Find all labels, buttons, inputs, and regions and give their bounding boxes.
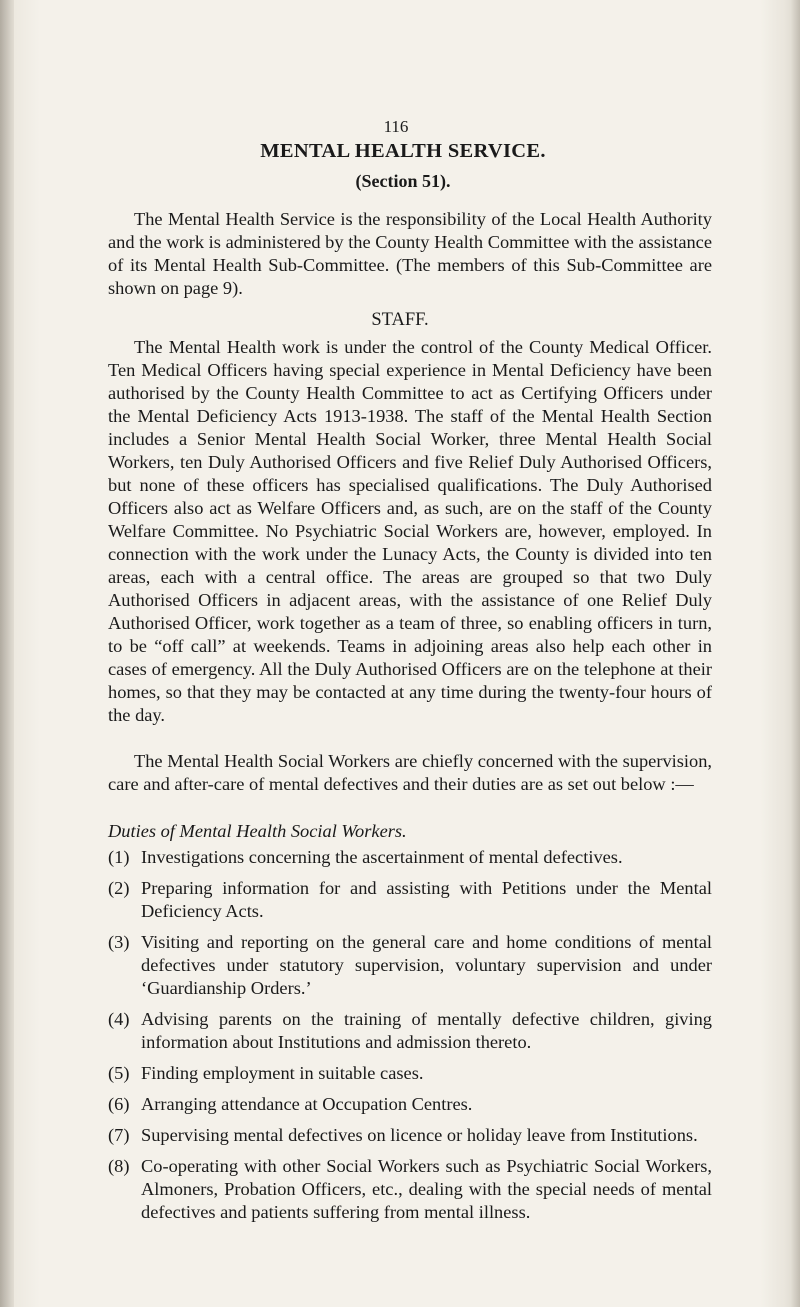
duty-text: Preparing information for and assisting with Petitions under the Mental Deficiency Acts. [141, 878, 712, 921]
duty-number: (1) [108, 847, 130, 867]
duty-number: (3) [108, 932, 130, 952]
duty-item [108, 931, 712, 1000]
duty-text: Co-operating with other Social Workers such as Psychiatric Social Workers, Almoners, Probation Officers, etc., dealing with the special needs of mental defectives and patients suffering from mental illness. [141, 1156, 712, 1222]
duties-list [108, 846, 712, 1232]
social-workers-text: The Mental Health Social Workers are chiefly concerned with the supervision, care and after-care of mental defectives and their duties are as set out below :— [108, 751, 712, 794]
duty-item [108, 1155, 712, 1224]
staff-heading: STAFF. [371, 310, 429, 330]
duty-text: Investigations concerning the ascertainment of mental defectives. [141, 847, 623, 867]
duty-number: (8) [108, 1156, 130, 1176]
duty-item [108, 1008, 712, 1054]
section-subtitle: (Section 51). [355, 171, 451, 191]
duty-number: (2) [108, 878, 130, 898]
page-edge-right [790, 0, 800, 1307]
page-edge-left [0, 0, 14, 1307]
social-workers-paragraph [108, 750, 712, 796]
duty-item [108, 1124, 712, 1147]
duty-text: Finding employment in suitable cases. [141, 1063, 424, 1083]
duty-text: Visiting and reporting on the general care and home conditions of mental defectives under statutory supervision, voluntary supervision and under ‘Guardianship Orders.’ [141, 932, 712, 998]
duty-text: Arranging attendance at Occupation Centres. [141, 1094, 473, 1114]
intro-paragraph [108, 208, 712, 300]
duty-text: Supervising mental defectives on licence or holiday leave from Institutions. [141, 1125, 698, 1145]
duty-item [108, 877, 712, 923]
staff-text: The Mental Health work is under the control of the County Medical Officer. Ten Medical Officers having special experience in Mental Deficiency have been authorised by the County Health Committee to act as Certifying Officers under the Mental Deficiency Acts 1913-1938. The staff of the Mental Health Section includes a Senior Mental Health Social Worker, three Mental Health Social Workers, ten Duly Authorised Officers and five Relief Duly Authorised Officers, but none of these officers has specialised qualifications. The Duly Authorised Officers also act as Welfare Officers and, as such, are on the staff of the County Welfare Committee. No Psychiatric Social Workers are, however, employed. In connection with the work under the Lunacy Acts, the County is divided into ten areas, each with a central office. The areas are grouped so that two Duly Authorised Officers in adjacent areas, with the assistance of one Relief Duly Authorised Officer, work together as a team of three, so enabling officers in turn, to be “off call” at weekends. Teams in adjoining areas also help each other in cases of emergency. All the Duly Authorised Officers are on the telephone at their homes, so that they may be contacted at any time during the twenty-four hours of the day. [108, 337, 712, 725]
staff-paragraph [108, 336, 712, 727]
intro-text: The Mental Health Service is the responsibility of the Local Health Authority and the work is administered by the County Health Committee with the assistance of its Mental Health Sub-Committee. (The members of this Sub-Committee are shown on page 9). [108, 209, 712, 298]
duties-heading: Duties of Mental Health Social Workers. [108, 821, 407, 841]
duty-item [108, 1062, 712, 1085]
page-title: MENTAL HEALTH SERVICE. [260, 140, 546, 162]
duty-item [108, 1093, 712, 1116]
duty-number: (5) [108, 1063, 130, 1083]
duty-item [108, 846, 712, 869]
duty-number: (4) [108, 1009, 130, 1029]
page-number: 116 [383, 117, 409, 136]
duty-number: (7) [108, 1125, 130, 1145]
duty-text: Advising parents on the training of mentally defective children, giving information about Institutions and admission thereto. [141, 1009, 712, 1052]
duty-number: (6) [108, 1094, 130, 1114]
